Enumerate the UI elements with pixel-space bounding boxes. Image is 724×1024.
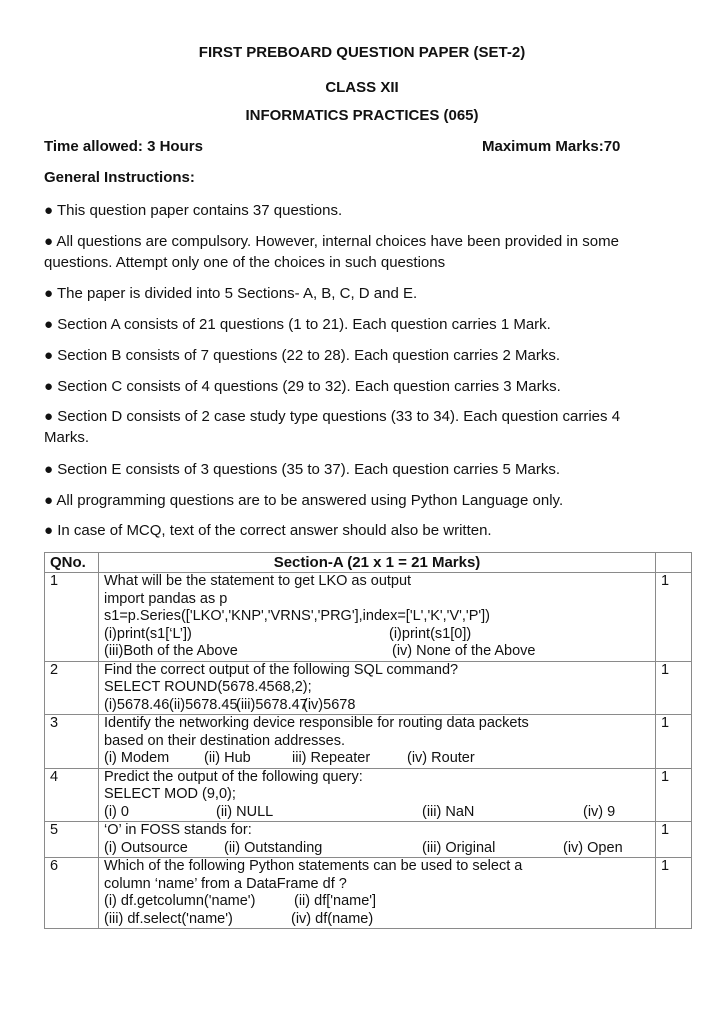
question-marks: 1 (656, 573, 692, 662)
bullet-icon: ● (44, 408, 54, 425)
question-text: s1=p.Series(['LKO','KNP','VRNS','PRG'],index=['L','K','V','P']) (104, 608, 490, 624)
question-text: Predict the output of the following query: (104, 768, 363, 785)
class-heading: CLASS XII (325, 79, 399, 96)
option: (iv) df(name) (291, 910, 374, 927)
instruction-item (44, 459, 664, 480)
question-marks: 1 (656, 715, 692, 769)
instruction-text: Section A consists of 21 questions (1 to 21). Each question carries 1 Mark. (57, 316, 551, 333)
question-body (99, 822, 656, 858)
instruction-item (44, 406, 664, 448)
question-row (45, 715, 692, 769)
section-header: Section-A (21 x 1 = 21 Marks) (99, 553, 656, 573)
instruction-text: In case of MCQ, text of the correct answer should also be written. (57, 522, 492, 539)
table-header-row (45, 553, 692, 573)
bullet-icon: ● (44, 233, 54, 250)
instruction-text: Section E consists of 3 questions (35 to 37). Each question carries 5 Marks. (57, 461, 560, 478)
qno-header: QNo. (45, 553, 99, 573)
bullet-icon: ● (44, 202, 54, 219)
question-text: based on their destination addresses. (104, 732, 346, 749)
question-marks: 1 (656, 661, 692, 715)
question-row (45, 573, 692, 662)
question-body (99, 661, 656, 715)
question-text: Which of the following Python statements can be used to select a (104, 858, 523, 874)
question-text: Identify the networking device responsible for routing data packets (104, 715, 529, 731)
question-text: What will be the statement to get LKO as output (104, 573, 412, 589)
option: (iv) None of the Above (392, 643, 536, 659)
options-line (104, 804, 650, 822)
bullet-icon: ● (44, 347, 54, 364)
question-row (45, 768, 692, 822)
question-text: SELECT MOD (9,0); (104, 786, 236, 802)
option: (iii) df.select('name') (104, 910, 233, 927)
question-row (45, 822, 692, 858)
option: (ii) df['name'] (294, 893, 377, 909)
options-line (104, 643, 650, 661)
marks-header (656, 553, 692, 573)
paper-title: FIRST PREBOARD QUESTION PAPER (SET-2) (198, 44, 526, 61)
options-line (104, 911, 650, 929)
option: (i)print(s1[‘L’]) (104, 625, 192, 642)
option: (i)print(s1[0]) (389, 625, 472, 642)
question-number: 1 (45, 573, 99, 662)
question-text: ‘O’ in FOSS stands for: (104, 822, 252, 838)
question-text: column ‘name’ from a DataFrame df ? (104, 875, 347, 892)
instruction-text: Section C consists of 4 questions (29 to 32). Each question carries 3 Marks. (57, 378, 561, 395)
question-body (99, 768, 656, 822)
bullet-icon: ● (44, 316, 54, 333)
option: (iv)5678 (303, 696, 356, 713)
instruction-item (44, 376, 664, 397)
option: (i) df.getcolumn('name') (104, 893, 256, 909)
question-text: Find the correct output of the following SQL command? (104, 661, 459, 678)
maximum-marks: Maximum Marks:70 (482, 138, 621, 155)
question-marks: 1 (656, 768, 692, 822)
instruction-text: Section B consists of 7 questions (22 to 28). Each question carries 2 Marks. (57, 347, 560, 364)
option: (iii)Both of the Above (104, 643, 238, 659)
question-row (45, 661, 692, 715)
instruction-text: This question paper contains 37 questions. (56, 202, 343, 219)
section-a-table (44, 552, 692, 929)
question-number: 6 (45, 858, 99, 929)
option: (iii)5678.47 (236, 696, 308, 713)
question-row (45, 858, 692, 929)
bullet-icon: ● (44, 492, 54, 509)
option: (ii) Hub (204, 750, 251, 766)
subject-heading: INFORMATICS PRACTICES (065) (245, 107, 479, 124)
instruction-text: All questions are compulsory. However, internal choices have been provided in some questions. Attempt only one of the choices in such questions (44, 233, 619, 271)
option: (i) Modem (104, 750, 170, 766)
option: (i) Outsource (104, 839, 188, 856)
question-number: 5 (45, 822, 99, 858)
option: (iv) 9 (583, 803, 616, 820)
instructions-heading: General Instructions: (44, 169, 195, 186)
time-allowed: Time allowed: 3 Hours (44, 138, 203, 155)
instruction-item (44, 231, 664, 273)
instruction-item (44, 283, 664, 304)
question-text: SELECT ROUND(5678.4568,2); (104, 679, 312, 695)
options-line (104, 893, 650, 911)
options-line (104, 626, 650, 644)
option: (ii) NULL (216, 803, 274, 820)
question-number: 2 (45, 661, 99, 715)
option: (iv) Open (563, 839, 623, 856)
instruction-text: The paper is divided into 5 Sections- A, B, C, D and E. (56, 285, 418, 302)
bullet-icon: ● (44, 461, 54, 478)
question-body (99, 715, 656, 769)
instruction-item (44, 520, 664, 541)
question-number: 3 (45, 715, 99, 769)
question-body (99, 573, 656, 662)
option: (i)5678.46 (104, 696, 170, 713)
option: (ii)5678.45 (169, 696, 238, 713)
option: (i) 0 (104, 803, 129, 820)
option: (iii) NaN (422, 803, 475, 820)
bullet-icon: ● (44, 285, 54, 302)
question-text: import pandas as p (104, 590, 228, 607)
question-number: 4 (45, 768, 99, 822)
options-line (104, 697, 650, 715)
instruction-text: Section D consists of 2 case study type questions (33 to 34). Each question carries 4 Marks. (44, 408, 621, 446)
option: (ii) Outstanding (224, 839, 323, 856)
instruction-item (44, 490, 664, 511)
bullet-icon: ● (44, 378, 54, 395)
bullet-icon: ● (44, 522, 54, 539)
question-body (99, 858, 656, 929)
question-marks: 1 (656, 822, 692, 858)
options-line (104, 840, 650, 858)
instruction-item (44, 314, 664, 335)
question-marks: 1 (656, 858, 692, 929)
instruction-item (44, 345, 664, 366)
option: (iv) Router (407, 750, 475, 766)
option: iii) Repeater (292, 750, 371, 766)
options-line (104, 750, 650, 768)
instruction-text: All programming questions are to be answered using Python Language only. (56, 492, 564, 509)
instruction-item (44, 200, 664, 221)
option: (iii) Original (422, 839, 496, 856)
